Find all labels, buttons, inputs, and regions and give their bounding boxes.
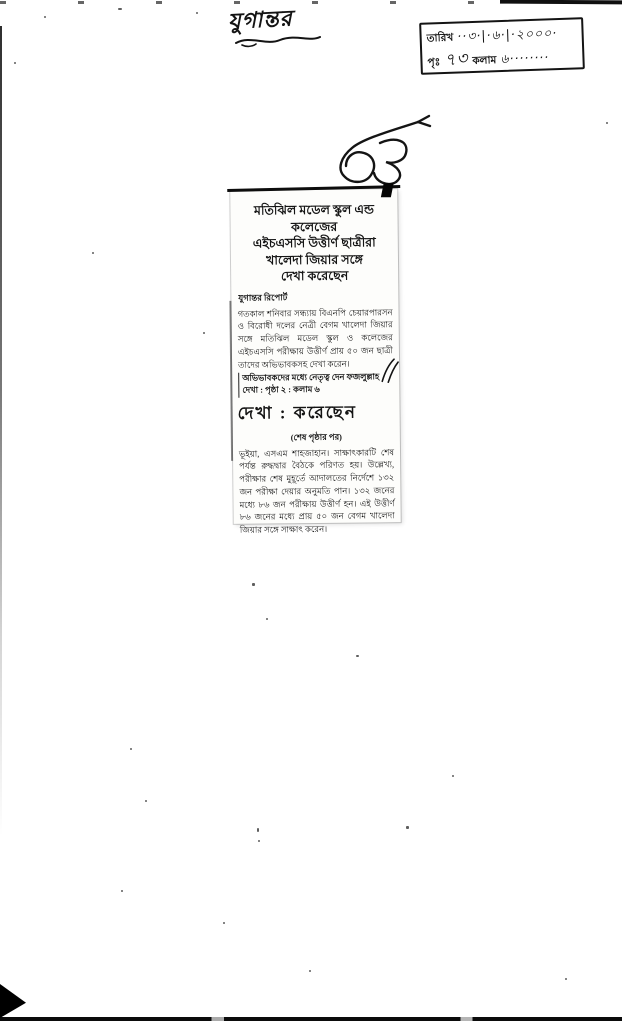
- headline-line-2: এইচএসসি উত্তীর্ণ ছাত্রীরা: [252, 235, 376, 251]
- headline-line-3: খালেদা জিয়ার সঙ্গে: [266, 251, 363, 268]
- clipping-continuation-note: (শেষ পৃষ্ঠার পর): [290, 432, 342, 442]
- stamp-page-value: ৭৩: [443, 48, 470, 71]
- date-stamp-box: [419, 17, 585, 75]
- clipping-note-block: [238, 371, 394, 397]
- scan-edge-left: [0, 26, 2, 836]
- stamp-date-label: তারিখ: [426, 31, 454, 45]
- newspaper-clipping: [230, 189, 400, 535]
- clipping-paragraph-2: ভূইয়া, এসএম শাহজাহান। সাক্ষাৎকারটি শেষ পর্যন্ত রুদ্ধদ্বার বৈঠকে পরিণত হয়। উল্লেখ্য, পরীক্ষার শেষ মুহূর্তে আদালতের নির্দেশে ১৩২ জন পরীক্ষা দেয়ার অনুমতি পান। ১৩২ জনের মধ্যে ৮৬ জন পরীক্ষায় উত্তীর্ণ হন। এই উত্তীর্ণ ৮৬ জনের মধ্যে প্রায় ৫০ জন বেগম খালেদা জিয়ার সঙ্গে সাক্ষাৎ করেন।: [238, 446, 395, 535]
- handwritten-underline-stroke: [232, 32, 324, 48]
- scan-edge-bottom: [0, 1017, 622, 1021]
- headline-line-4: দেখা করেছেন: [280, 268, 349, 284]
- stamp-column-label: কলাম: [472, 54, 497, 68]
- clipping-byline: যুগান্তর রিপোর্ট: [238, 291, 288, 303]
- stamp-page-row: [427, 42, 578, 74]
- stamp-column-value: ৬········: [500, 49, 550, 67]
- stamp-date-value: ··৩·|·৬·|·২০০০·: [456, 25, 558, 44]
- scan-ink-blob-bottom-left: [0, 984, 26, 1018]
- headline-line-1: মতিঝিল মডেল স্কুল এন্ড কলেজের: [253, 202, 374, 234]
- clipping-continuation-headline: দেখা : করেছেন: [237, 402, 358, 423]
- clipping-paragraph-1: গতকাল শনিবার সন্ধ্যায় বিএনপি চেয়ারপারসন ও বিরোধী দলের নেত্রী বেগম খালেদা জিয়ার সঙ্গে মতিঝিল মডেল স্কুল ও কলেজের এইচএসসি পরীক্ষায় উত্তীর্ণ প্রায় ৫০ জন ছাত্রী তাদের অভিভাবকসহ দেখা করেন।: [237, 306, 393, 370]
- clipping-top-edge: [227, 185, 400, 192]
- handwritten-newspaper-name: যুগান্তর: [227, 6, 294, 35]
- handwritten-scribble-mark: [334, 112, 434, 188]
- clipping-headline: [235, 201, 393, 285]
- clipping-jump-line: দেখা : পৃষ্ঠা ২ : কলাম ৬: [242, 385, 320, 396]
- clipping-note-line: অভিভাবকদের মধ্যে নেতৃত্ব দেন ফজলুল্লাহ: [242, 372, 380, 384]
- stamp-page-label: পৃঃ: [427, 56, 441, 69]
- scan-edge-top-right: [500, 0, 622, 4]
- clipping-left-edge-mark: [229, 301, 233, 461]
- clipping-corner-ink-blob: [381, 183, 394, 197]
- handwritten-tick-mark: [379, 357, 399, 383]
